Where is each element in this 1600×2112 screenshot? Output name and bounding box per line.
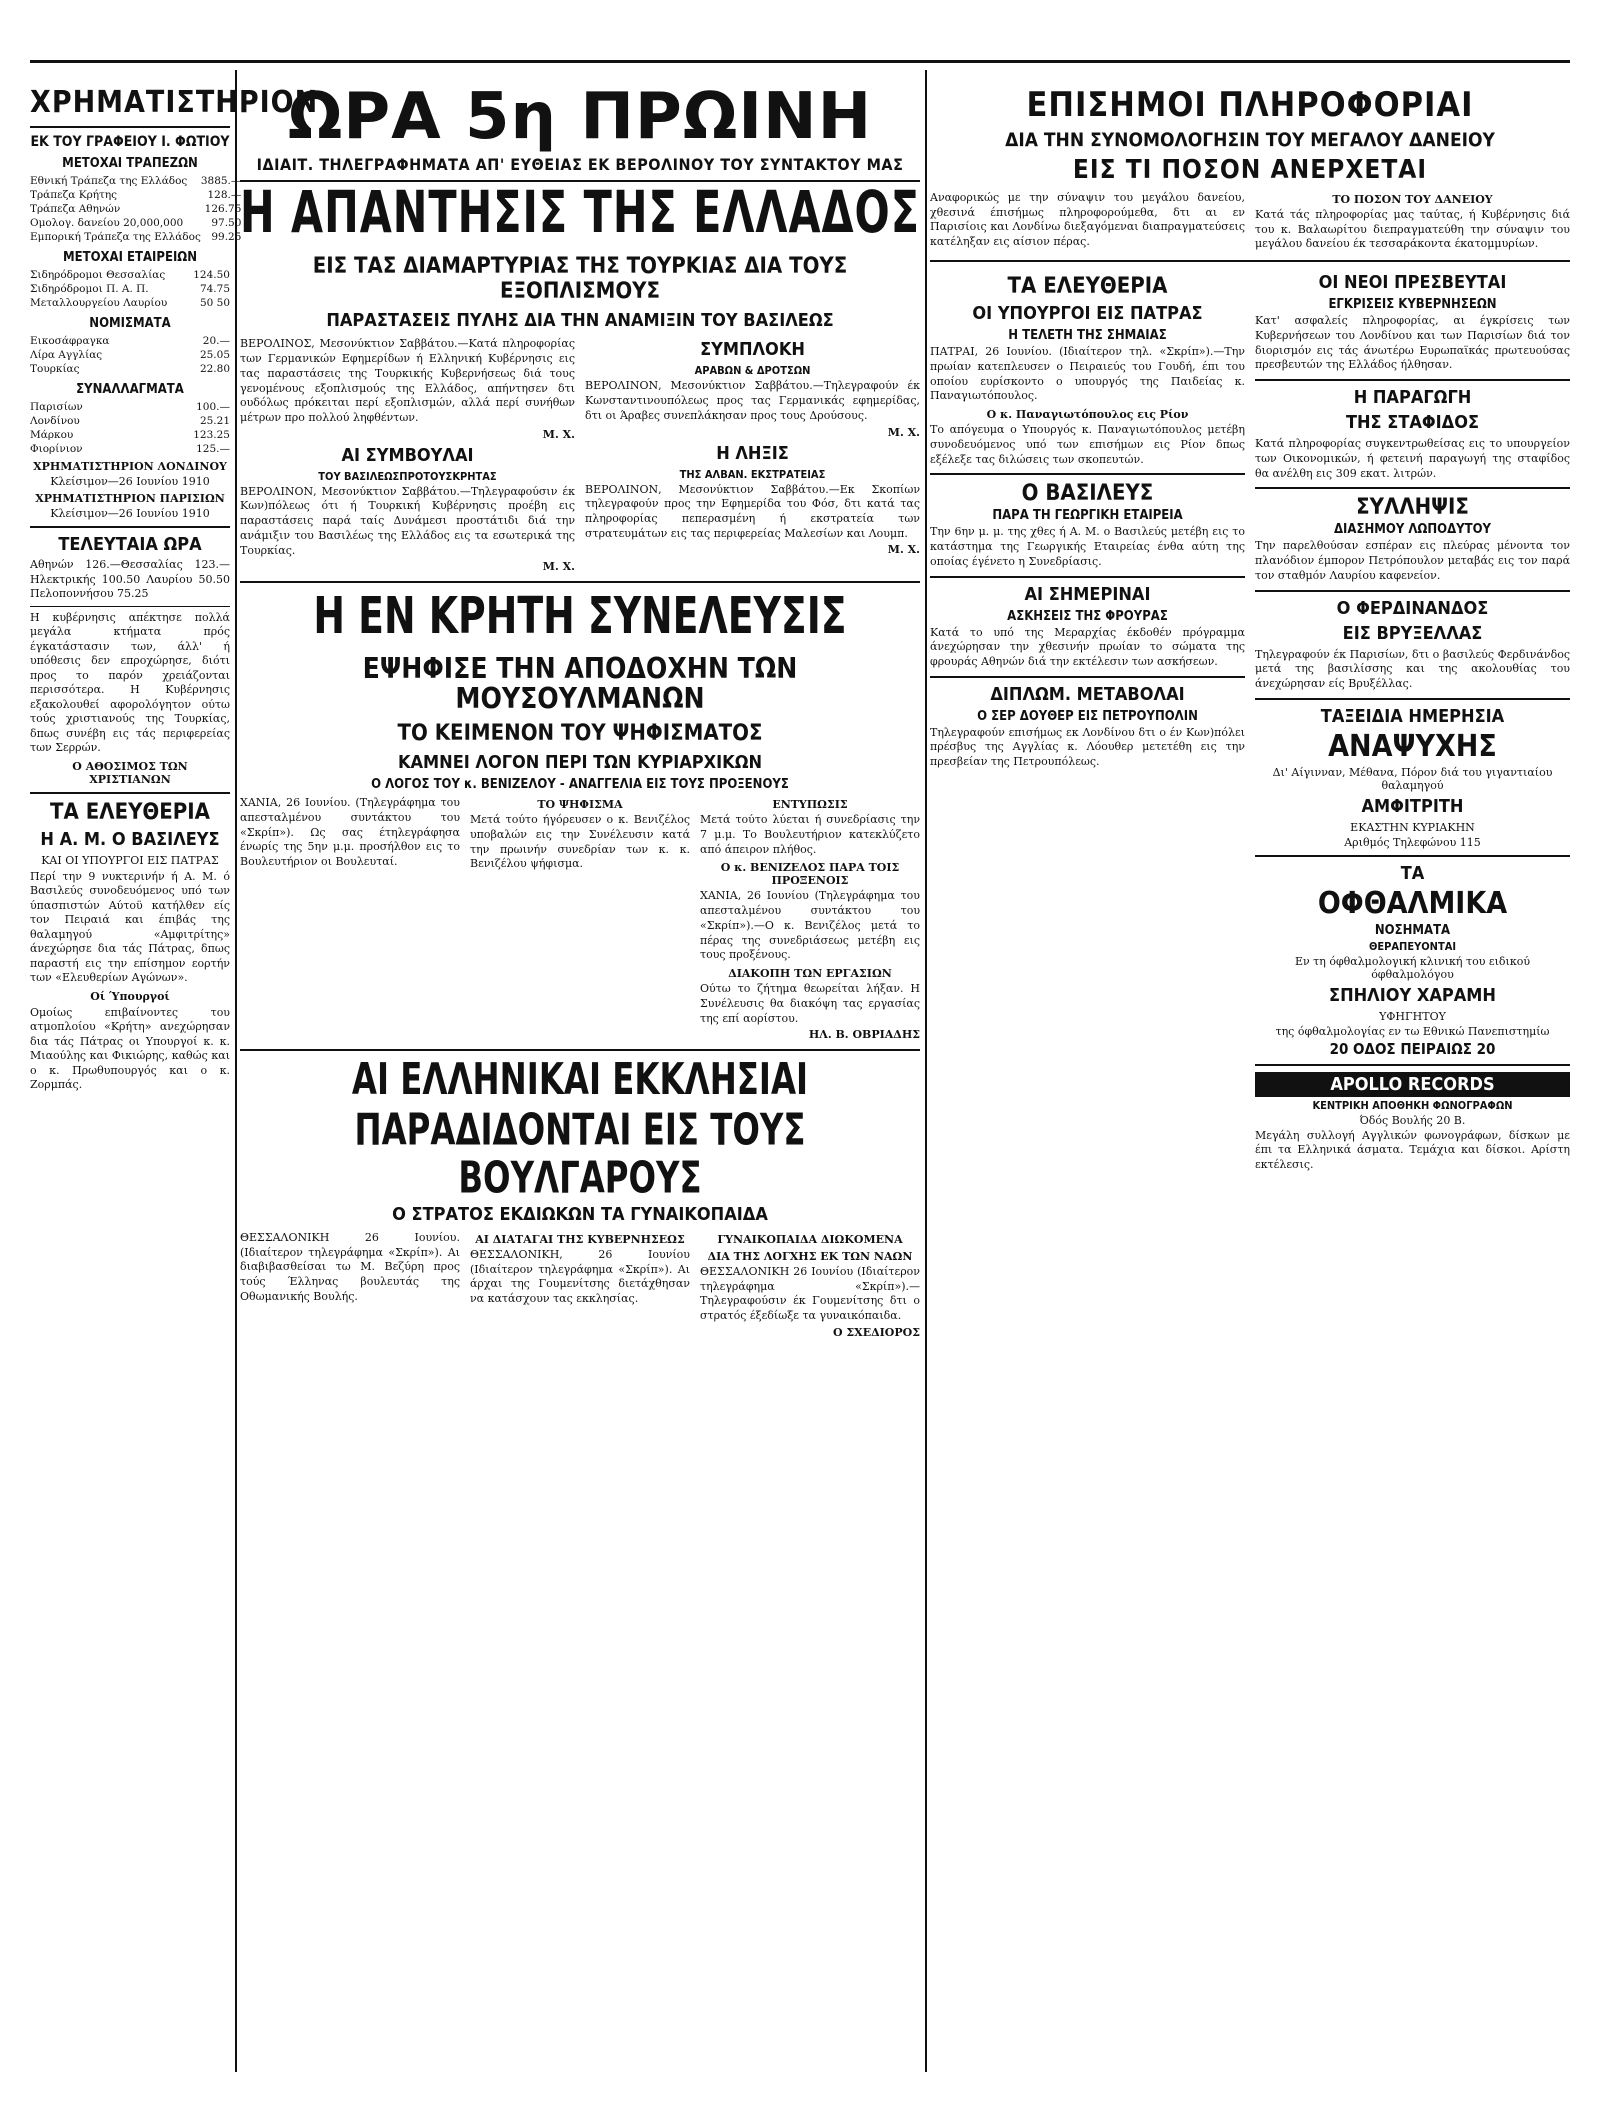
- article-text: ΒΕΡΟΛΙΝΟΝ, Μεσονύκτιον Σαββάτου.—Τηλεγραφούσιν έκ Κων)πόλεως ότι ή Τουρκική Κυβέρνησις προέβη εις παραστάσεις παρά ταίς Δυνάμεσι προστάτιδι διά την ανάμιξιν του Βασιλέως της Ελλάδος εις τα εσωτερικά της Τουρκίας.: [240, 484, 575, 557]
- middle-left: [930, 268, 1245, 1175]
- article-text: Η κυβέρνησις απέκτησε πολλά μεγάλα κτήματα πρός έγκατάστασιν των, άλλ' ή υπόθεσις δεν επροχώρησε, διότι προς το παρόν χρειάζονται περισσότερα. Η Κυβέρνησις εξακολουθεί αφορολόγητον ούτω τούς χριστιανούς της Τουρκίας, δπως συνέβη εις τάς περιφερείας των Σερρών.: [30, 610, 230, 755]
- vote-heading: ΤΟ ΨΗΦΙΣΜΑ: [537, 798, 623, 812]
- table-row: Τουρκίας 22.80: [30, 363, 230, 375]
- apollo-records-subtitle: ΚΕΝΤΡΙΚΗ ΑΠΟΘΗΚΗ ΦΩΝΟΓΡΑΦΩΝ: [1312, 1098, 1513, 1112]
- companies-table: [30, 268, 230, 310]
- divider: [930, 473, 1245, 475]
- loan-left: [930, 189, 1245, 254]
- last-hour-text: Αθηνών 126.—Θεσσαλίας 123.—Ηλεκτρικής 100.50 Λαυρίου 50.50 Πελοποννήσου 75.25: [30, 558, 230, 601]
- divider: [1255, 698, 1570, 700]
- companies-heading: ΜΕΤΟΧΑΙ ΕΤΑΙΡΕΙΩΝ: [62, 250, 198, 265]
- article-text: Κατά πληροφορίας συγκεντρωθείσας εις το υπουργείον των Οικονομικών, ή φετεινή παραγωγή της σταφίδος θα ανέλθη εις 309 εκατ. λιτρών.: [1255, 437, 1570, 480]
- trips-ad-schedule: ΕΚΑΣΤΗΝ ΚΥΡΙΑΚΗΝ: [1350, 820, 1475, 834]
- drill-heading: ΑΙ ΣΗΜΕΡΙΝΑΙ: [1024, 583, 1151, 605]
- article-text: Την παρελθούσαν εσπέραν εις πλεύρας μένοντα τον πλανόδιον έμπορον Πετρόπουλον μεταβάς εις τον παρά τον σταθμόν Λαυρίου καφενείον.: [1255, 539, 1570, 582]
- column-divider: [925, 70, 927, 2072]
- advice-subheading: ΤΟΥ ΒΑΣΙΛΕΩΣΠΡΟΤΟΥΣΚΡΗΤΑΣ: [318, 469, 497, 483]
- signature: Μ. Χ.: [887, 425, 920, 439]
- eye-ad-university: της όφθαλμολογίας εν τω Εθνικώ Πανεπιστημίω: [1275, 1024, 1550, 1038]
- crete-subheadline-2: ΤΟ ΚΕΙΜΕΝΟΝ ΤΟΥ ΨΗΦΙΣΜΑΤΟΣ: [397, 721, 763, 747]
- signature: Μ. Χ.: [542, 427, 575, 441]
- coins-heading: ΝΟΜΙΣΜΑΤΑ: [89, 316, 171, 331]
- eleftheria-heading: ΤΑ ΕΛΕΥΘΕΡΙΑ: [50, 799, 210, 825]
- signature: Ο ΣΧΕΔΙΟΡΟΣ: [832, 1325, 920, 1339]
- impression-heading: ΕΝΤΥΠΩΣΙΣ: [772, 798, 848, 812]
- churches-col-1: [240, 1229, 460, 1341]
- arrest-heading: ΣΥΛΛΗΨΙΣ: [1356, 495, 1469, 521]
- article-text: Κατ' ασφαλείς πληροφορίας, αι έγκρίσεις των Κυβερνήσεων του Λονδίνου και των Παρισίων διά τον διορισμόν εις τάς άνωτέρω Ευρωπαϊκάς πρωτευούσας πρεσβευτών της Ελλάδος ήλθησαν.: [1255, 314, 1570, 372]
- divider: [1255, 487, 1570, 489]
- eleftheria-subheading-2: ΚΑΙ ΟΙ ΥΠΟΥΡΓΟΙ ΕΙΣ ΠΑΤΡΑΣ: [41, 853, 219, 867]
- drill-subheading: ΑΣΚΗΣΕΙΣ ΤΗΣ ΦΡΟΥΡΑΣ: [1007, 608, 1168, 624]
- divider: [930, 576, 1245, 578]
- end-subheading: ΤΗΣ ΑΛΒΑΝ. ΕΚΣΤΡΑΤΕΙΑΣ: [679, 467, 826, 481]
- loan-subheadline: ΔΙΑ ΤΗΝ ΣΥΝΟΜΟΛΟΓΗΣΙΝ ΤΟΥ ΜΕΓΑΛΟΥ ΔΑΝΕΙΟΥ: [1005, 129, 1495, 151]
- exchange-table: [30, 400, 230, 456]
- table-row: Μεταλλουργείου Λαυρίου 50 50: [30, 297, 230, 309]
- divider: [930, 260, 1570, 262]
- orders-heading: ΑΙ ΔΙΑΤΑΓΑΙ ΤΗΣ ΚΥΒΕΡΝΗΣΕΩΣ: [475, 1233, 685, 1247]
- loan-row: [930, 189, 1570, 254]
- apollo-records-text: Μεγάλη συλλογή Αγγλικών φωνογράφων, δίσκων με έπι τα Ελληνικά άσματα. Τεμάχια και δίσκοι. Αρίστη εκτέλεσις.: [1255, 1128, 1570, 1172]
- divider: [30, 606, 230, 607]
- crete-subheadline: ΕΨΗΦΙΣΕ ΤΗΝ ΑΠΟΔΟΧΗΝ ΤΩΝ ΜΟΥΣΟΥΛΜΑΝΩΝ: [362, 651, 798, 716]
- end-heading: Η ΛΗΞΙΣ: [716, 442, 789, 464]
- middle-right: [1255, 268, 1570, 1175]
- crete-row: [240, 794, 920, 1043]
- edition-headline: ΩΡΑ 5η ΠΡΩΙΝΗ: [287, 80, 873, 154]
- table-row: Εθνική Τράπεζα της Ελλάδος 3885.—: [30, 175, 242, 187]
- churches-subheadline-2: Ο ΣΤΡΑΤΟΣ ΕΚΔΙΩΚΩΝ ΤΑ ΓΥΝΑΙΚΟΠΑΙΔΑ: [392, 1204, 768, 1226]
- trips-ad-text: Δι' Αίγινναν, Μέθανα, Πόρον διά του γιγαντιαίου θαλαμηγού: [1272, 765, 1553, 792]
- signature: ΗΛ. Β. ΟΒΡΙΑΔΗΣ: [808, 1028, 920, 1042]
- london-exchange-title: ΧΡΗΜΑΤΙΣΤΗΡΙΟΝ ΛΟΝΔΙΝΟΥ: [33, 460, 227, 473]
- divider: [240, 581, 920, 583]
- women-heading: ΓΥΝΑΙΚΟΠΑΙΔΑ ΔΙΩΚΟΜΕΝΑ: [717, 1233, 903, 1247]
- middle-row: [930, 268, 1570, 1175]
- churches-headline: ΑΙ ΕΛΛΗΝΙΚΑΙ ΕΚΚΛΗΣΙΑΙ: [351, 1056, 809, 1106]
- trips-ad-phone: Αριθμός Τηλεφώνου 115: [1344, 835, 1481, 849]
- article-text: Περί την 9 νυκτερινήν ή Α. Μ. ό Βασιλεύς συνοδευόμενος υπό των ύπασπιστών Αύτοϋ κατήλθεν είς τον Πειραιά και έπιβάς της θαλαμηγού «Αμφιτρίτης» άνεχώρησε δια τάς Πάτρας, δπως παραστή εις την επίσημον εορτήν των «Ελευθερίων Αγώνων».: [30, 869, 230, 985]
- article-text: ΘΕΣΣΑΛΟΝΙΚΗ 26 Ιουνίου (Ιδιαίτερον τηλεγράφημα «Σκρίπ»).—Τηλεγραφούσιν έκ Γουμενίτσης δτι ο στρατός έξεδίωξε τα γυναικόπαιδα.: [700, 1265, 920, 1323]
- ministers-heading: Οί Ύπουργοί: [90, 989, 170, 1003]
- panagiotopoulos-heading: Ο κ. Παναγιωτόπουλος εις Ρίον: [986, 408, 1189, 422]
- greece-answer-headline: Η ΑΠΑΝΤΗΣΙΣ ΤΗΣ ΕΛΛΑΔΟΣ: [240, 178, 920, 246]
- crete-headline: Η ΕΝ ΚΡΗΤΗ ΣΥΝΕΛΕΥΣΙΣ: [313, 586, 847, 646]
- eye-ad-therapy: ΘΕΡΑΠΕΥΟΝΤΑΙ: [1368, 939, 1457, 953]
- diplomatic-subheading: Ο ΣΕΡ ΔΟΥΘΕΡ ΕΙΣ ΠΕΤΡΟΥΠΟΛΙΝ: [977, 708, 1198, 724]
- advice-heading: ΑΙ ΣΥΜΒΟΥΛΑΙ: [341, 444, 474, 466]
- coins-table: [30, 334, 230, 376]
- eleftheria-heading: ΤΑ ΕΛΕΥΘΕΡΙΑ: [1007, 274, 1168, 300]
- trips-ad-ship: ΑΜΦΙΤΡΙΤΗ: [1361, 795, 1464, 817]
- arrest-subheading: ΔΙΑΣΗΜΟΥ ΛΩΠΟΔΥΤΟΥ: [1334, 522, 1491, 538]
- article-text: Τηλεγραφούν έκ Παρισίων, δτι ο βασιλεύς Φερδινάνδος μετά της βασιλίσσης και της ακολουθίας του άνεχώρησαν είς Βρυξέλλας.: [1255, 647, 1570, 691]
- table-row: Σιδηρόδρομοι Π. Α. Π. 74.75: [30, 283, 230, 295]
- clash-heading: ΣΥΜΠΛΟΚΗ: [700, 339, 805, 361]
- table-row: Τράπεζα Κρήτης 128.—: [30, 189, 242, 201]
- divider: [1255, 855, 1570, 857]
- berlin-right: [585, 335, 920, 575]
- ferdinand-subheading: ΕΙΣ ΒΡΥΞΕΛΛΑΣ: [1342, 622, 1483, 644]
- eye-ad-doctor: ΣΠΗΛΙΟΥ ΧΑΡΑΜΗ: [1329, 984, 1496, 1006]
- exchange-heading: ΣΥΝΑΛΛΑΓΜΑΤΑ: [76, 382, 184, 397]
- crete-col-1: [240, 794, 460, 1043]
- table-row: Τράπεζα Αθηνών 126.75: [30, 203, 242, 215]
- apollo-records-title: APOLLO RECORDS: [1255, 1072, 1570, 1097]
- christians-heading: Ο ΑΘΟΣΙΜΟΣ ΤΩΝ ΧΡΙΣΤΙΑΝΩΝ: [72, 759, 188, 786]
- article-text: ΒΕΡΟΛΙΝΟΝ, Μεσονύκτιον Σαββάτου.—Τηλεγραφούν έκ Κωνσταντινουπόλεως προς τας Γερμανικάς εφημερίδας, δτι οι Άραβες συνεπλάκησαν προς τους Δρούσους.: [585, 379, 920, 422]
- crete-subheadline-3: ΚΑΜΝΕΙ ΛΟΓΟΝ ΠΕΡΙ ΤΩΝ ΚΥΡΙΑΡΧΙΚΩΝ: [397, 752, 763, 774]
- eye-ad-title: ΟΦΘΑΛΜΙΚΑ: [1317, 885, 1508, 921]
- article-text: Το απόγευμα ο Υπουργός κ. Παναγιωτόπουλος μετέβη συνοδευόμενος υπό των επισήμων εις Ρίον δπως εξέλεξε τας διλώσεις των σκοπευτών.: [930, 423, 1245, 466]
- top-rule: [30, 60, 1570, 63]
- article-text: Κατά το υπό της Μεραρχίας έκδοθέν πρόγραμμα άνεχώρησαν την χθεσινήν πρωίαν το σώματα της φρουράς Αθηνών διά την εκτέλεσιν των ασκήσεων.: [930, 625, 1245, 669]
- london-exchange-date: Κλείσιμον—26 Ιουνίου 1910: [50, 475, 210, 488]
- table-row: Φιορίνιον 125.—: [30, 443, 230, 455]
- churches-row: [240, 1229, 920, 1341]
- berlin-left: [240, 335, 575, 575]
- loan-right: [1255, 189, 1570, 254]
- column-main-news: [240, 80, 920, 2072]
- table-row: Σιδηρόδρομοι Θεσσαλίας 124.50: [30, 269, 230, 281]
- paris-exchange-title: ΧΡΗΜΑΤΙΣΤΗΡΙΟΝ ΠΑΡΙΣΙΩΝ: [35, 492, 225, 505]
- table-row: Εμπορική Τράπεζα της Ελλάδος 99.25: [30, 231, 242, 243]
- article-text: Ούτω το ζήτημα θεωρείται λήξαν. Η Συνέλευσις θα διακόψη τας εργασίας της επί αορίστου.: [700, 982, 920, 1025]
- eleftheria-subheading-2: Η ΤΕΛΕΤΗ ΤΗΣ ΣΗΜΑΙΑΣ: [1008, 328, 1167, 344]
- article-text: ΒΕΡΟΛΙΝΟΝ, Μεσονύκτιον Σαββάτου.—Εκ Σκοπίων τηλεγραφούν προς την Εφημερίδα του Φόσ, δτι κατά τας πληροφορίας πεπερασμένη ή εκστρατεία των στρατευμάτων εις τας περιφερείας Μαλεσίων και Λουμπ.: [585, 482, 920, 540]
- churches-subheadline: ΠΑΡΑΔΙΔΟΝΤΑΙ ΕΙΣ ΤΟΥΣ ΒΟΥΛΓΑΡΟΥΣ: [354, 1105, 806, 1203]
- article-text: Μετά τούτο ήγόρευσεν ο κ. Βενιζέλος υποβαλών εις την Συνέλευσιν κατά την πρωινήν συνεδρίαν των κ. κ. Βενιζέλου ψήφισμα.: [470, 813, 690, 871]
- column-stock-exchange: [30, 85, 319, 2072]
- article-text: Τηλεγραφούν επισήμως εκ Λονδίνου δτι ο έν Κων)πόλει πρέσβυς της Αγγλίας κ. Λόουθερ μετετέθη εις την πρεσβείαν της Πετρουπόλεως.: [930, 725, 1245, 769]
- article-text: Ομοίως επιβαίνοντες του ατμοπλοίου «Κρήτη» ανεχώρησαν δια τάς Πάτρας οι Υπουργοί κ. κ. Μιαούλης και Φικιώρης, καθώς και ο κ. Πρωθυπουργός και ο κ. Ζορμπάς.: [30, 1005, 230, 1092]
- trips-ad-heading: ΤΑΞΕΙΔΙΑ ΗΜΕΡΗΣΙΑ: [1320, 705, 1505, 727]
- table-row: Εικοσάφραγκα 20.—: [30, 335, 230, 347]
- apollo-records-address: Όδός Βουλής 20 Β.: [1359, 1113, 1466, 1127]
- diplomatic-heading: ΔΙΠΛΩΜ. ΜΕΤΑΒΟΛΑΙ: [990, 683, 1185, 705]
- king-subheading: ΠΑΡΑ ΤΗ ΓΕΩΡΓΙΚΗ ΕΤΑΙΡΕΙΑ: [992, 508, 1183, 524]
- crete-col-2: [470, 794, 690, 1043]
- churches-col-3: [700, 1229, 920, 1341]
- article-text: Κατά τάς πληροφορίας μας ταύτας, ή Κυβέρνησις διά του κ. Βαλαωρίτου διεπραγματεύθη την σύναψιν του μεγάλου δανείου έκ τεσσαράκοντα έκατομμυρίων.: [1255, 208, 1570, 251]
- table-row: Παρισίων 100.—: [30, 401, 230, 413]
- amount-subheadline: ΕΙΣ ΤΙ ΠΟΣΟΝ ΑΝΕΡΧΕΤΑΙ: [1072, 155, 1428, 185]
- greece-answer-subheadline: ΕΙΣ ΤΑΣ ΔΙΑΜΑΡΤΥΡΙΑΣ ΤΗΣ ΤΟΥΡΚΙΑΣ ΔΙΑ ΤΟΥΣ ΕΞΟΠΛΙΣΜΟΥΣ: [312, 254, 848, 305]
- eleftheria-subheading: Η Α. Μ. Ο ΒΑΣΙΛΕΥΣ: [40, 828, 220, 850]
- signature: Μ. Χ.: [887, 543, 920, 557]
- clash-subheading: ΑΡΑΒΩΝ & ΔΡΟΤΣΩΝ: [694, 364, 811, 378]
- ferdinand-heading: Ο ΦΕΡΔΙΝΑΝΔΟΣ: [1336, 597, 1489, 619]
- article-text: Μετά τούτο λύεται ή συνεδρίασις την 7 μ.μ. Το Βουλευτήριον κατεκλύζετο από άπειρον πλήθος.: [700, 813, 920, 856]
- divider: [30, 792, 230, 794]
- trips-ad-title: ΑΝΑΨΥΧΗΣ: [1328, 728, 1497, 764]
- king-heading: Ο ΒΑΣΙΛΕΥΣ: [1021, 481, 1154, 507]
- eye-ad-doctor-title: ΥΦΗΓΗΤΟΥ: [1379, 1009, 1446, 1023]
- pause-heading: ΔΙΑΚΟΠΗ ΤΩΝ ΕΡΓΑΣΙΩΝ: [728, 967, 892, 981]
- divider: [1255, 379, 1570, 381]
- article-text: Την 6ην μ. μ. της χθες ή Α. Μ. ο Βασιλεύς μετέβη εις το κατάστημα της Γεωργικής Εταιρείας ένθα αύτη της οποίας έγένετο η Συνεδρίασις.: [930, 525, 1245, 568]
- divider: [930, 676, 1245, 678]
- churches-col-2: [470, 1229, 690, 1341]
- eye-ad-subtitle: ΝΟΣΗΜΑΤΑ: [1374, 922, 1451, 938]
- eleftheria-subheading: ΟΙ ΥΠΟΥΡΓΟΙ ΕΙΣ ΠΑΤΡΑΣ: [972, 303, 1203, 325]
- envoys-subheading: ΕΓΚΡΙΣΕΙΣ ΚΥΒΕΡΝΗΣΕΩΝ: [1328, 297, 1497, 313]
- loan-amount-heading: ΤΟ ΠΟΣΟΝ ΤΟΥ ΔΑΝΕΙΟΥ: [1332, 193, 1493, 206]
- article-text: Αναφορικώς με την σύναψιν του μεγάλου δανείου, χθεσινά έπισήμως πληροφορούμεθα, δτι αι εν Παρισίοις και Λονδίνω διεξαγόμεναι διαπραγματεύσεις κατέληξαν εις αίσιον πέρας.: [930, 191, 1245, 249]
- paris-exchange-date: Κλείσιμον—26 Ιουνίου 1910: [50, 507, 210, 520]
- divider: [1255, 1064, 1570, 1066]
- table-row: Ομολογ. δανείου 20,000,000 97.50: [30, 217, 242, 229]
- source-line: ΕΚ ΤΟΥ ΓΡΑΦΕΙΟΥ Ι. ΦΩΤΙΟΥ: [30, 134, 230, 150]
- berlin-row: [240, 335, 920, 575]
- table-row: Λονδίνου 25.21: [30, 415, 230, 427]
- article-text: ΧΑΝΙΑ, 26 Ιουνίου (Τηλεγράφημα του απεσταλμένου συντάκτου του «Σκρίπ»).—Ο κ. Βενιζέλος μετά το πέρας της συνεδριάσεως μετέβη εις τους προξένους.: [700, 889, 920, 962]
- column-official-info: [930, 85, 1570, 2072]
- raisin-subheading: ΤΗΣ ΣΤΑΦΙΔΟΣ: [1345, 412, 1480, 434]
- divider: [30, 126, 230, 128]
- official-info-headline: ΕΠΙΣΗΜΟΙ ΠΛΗΡΟΦΟΡΙΑΙ: [1026, 85, 1474, 125]
- eye-ad-text: Εν τη όφθαλμολογική κλινική του ειδικού όφθαλμολόγου: [1294, 954, 1531, 981]
- eye-ad-address: 20 ΟΔΟΣ ΠΕΙΡΑΙΩΣ 20: [1329, 1039, 1496, 1058]
- stock-exchange-masthead: ΧΡΗΜΑΤΙΣΤΗΡΙΟΝ: [30, 85, 319, 120]
- banks-heading: ΜΕΤΟΧΑΙ ΤΡΑΠΕΖΩΝ: [62, 156, 198, 171]
- article-text: ΠΑΤΡΑΙ, 26 Ιουνίου. (Ιδιαίτερον τηλ. «Σκρίπ»).—Την πρωίαν κατεπλευσεν ο Πειραιεύς του Γουδή, έπι του οποίου ευρίσκοντο ο υπουργός της Παιδείας κ. Παναγιωτόπουλος.: [930, 345, 1245, 403]
- signature: Μ. Χ.: [542, 560, 575, 574]
- table-row: Μάρκου 123.25: [30, 429, 230, 441]
- divider: [1255, 590, 1570, 592]
- table-row: Λίρα Αγγλίας 25.05: [30, 349, 230, 361]
- article-text: ΘΕΣΣΑΛΟΝΙΚΗ, 26 Ιουνίου (Ιδιαίτερον τηλεγράφημα «Σκρίπ»). Αι άρχαι της Γουμενίτσης διετάχθησαν να κατάσχουν τας εκκλησίας.: [470, 1248, 690, 1306]
- crete-subheadline-4: Ο ΛΟΓΟΣ ΤΟΥ κ. ΒΕΝΙΖΕΛΟΥ - ΑΝΑΓΓΕΛΙΑ ΕΙΣ ΤΟΥΣ ΠΡΟΞΕΝΟΥΣ: [371, 777, 789, 793]
- column-divider: [235, 70, 237, 2072]
- greece-answer-subheadline-2: ΠΑΡΑΣΤΑΣΕΙΣ ΠΥΛΗΣ ΔΙΑ ΤΗΝ ΑΝΑΜΙΞΙΝ ΤΟΥ ΒΑΣΙΛΕΩΣ: [326, 310, 834, 332]
- envoys-heading: ΟΙ ΝΕΟΙ ΠΡΕΣΒΕΥΤΑΙ: [1318, 272, 1507, 294]
- article-text: ΒΕΡΟΛΙΝΟΣ, Μεσονύκτιον Σαββάτου.—Κατά πληροφορίας των Γερμανικών Εφημερίδων ή Ελληνική Κυβέρνησις εις τας παραστάσεις της Τουρκικής Κυβερνήσεως διά τους γενομένους εξοπλισμούς της Ελλάδος, απήντησεν δτι ουδόλως πρόκειται περί εξοπλισμών, αλλά περί συνήθων μέτρων προ πολλού ληφθέντων.: [240, 337, 575, 424]
- last-hour-heading: ΤΕΛΕΥΤΑΙΑ ΩΡΑ: [58, 534, 202, 555]
- edition-subheadline: ΙΔΙΑΙΤ. ΤΗΛΕΓΡΑΦΗΜΑΤΑ ΑΠ' ΕΥΘΕΙΑΣ ΕΚ ΒΕΡΟΛΙΝΟΥ ΤΟΥ ΣΥΝΤΑΚΤΟΥ ΜΑΣ: [256, 155, 904, 174]
- banks-table: [30, 174, 241, 244]
- divider: [30, 526, 230, 528]
- article-text: ΧΑΝΙΑ, 26 Ιουνίου. (Τηλεγράφημα του απεσταλμένου συντάκτου του «Σκρίπ»). Ως σας έτηλεγράφησα ένωρίς της 5ην μ.μ. προσήλθον εις το Βουλευτήριον οι Βουλευταί.: [240, 796, 460, 869]
- eye-ad-heading: ΤΑ: [1400, 862, 1425, 884]
- consuls-heading: Ο κ. ΒΕΝΙΖΕΛΟΣ ΠΑΡΑ ΤΟΙΣ ΠΡΟΞΕΝΟΙΣ: [720, 861, 900, 888]
- article-text: ΘΕΣΣΑΛΟΝΙΚΗ 26 Ιουνίου. (Ιδιαίτερον τηλεγράφημα «Σκρίπ»). Αι διαβιβασθείσαι τω Μ. Βεζύρη προς τούς Έλληνας βουλευτάς της Οθωμανικής Βουλής.: [240, 1231, 460, 1303]
- crete-col-3: [700, 794, 920, 1043]
- divider: [240, 1049, 920, 1051]
- raisin-heading: Η ΠΑΡΑΓΩΓΗ: [1353, 387, 1472, 409]
- women-subheading: ΔΙΑ ΤΗΣ ΛΟΓΧΗΣ ΕΚ ΤΩΝ ΝΑΩΝ: [707, 1250, 913, 1264]
